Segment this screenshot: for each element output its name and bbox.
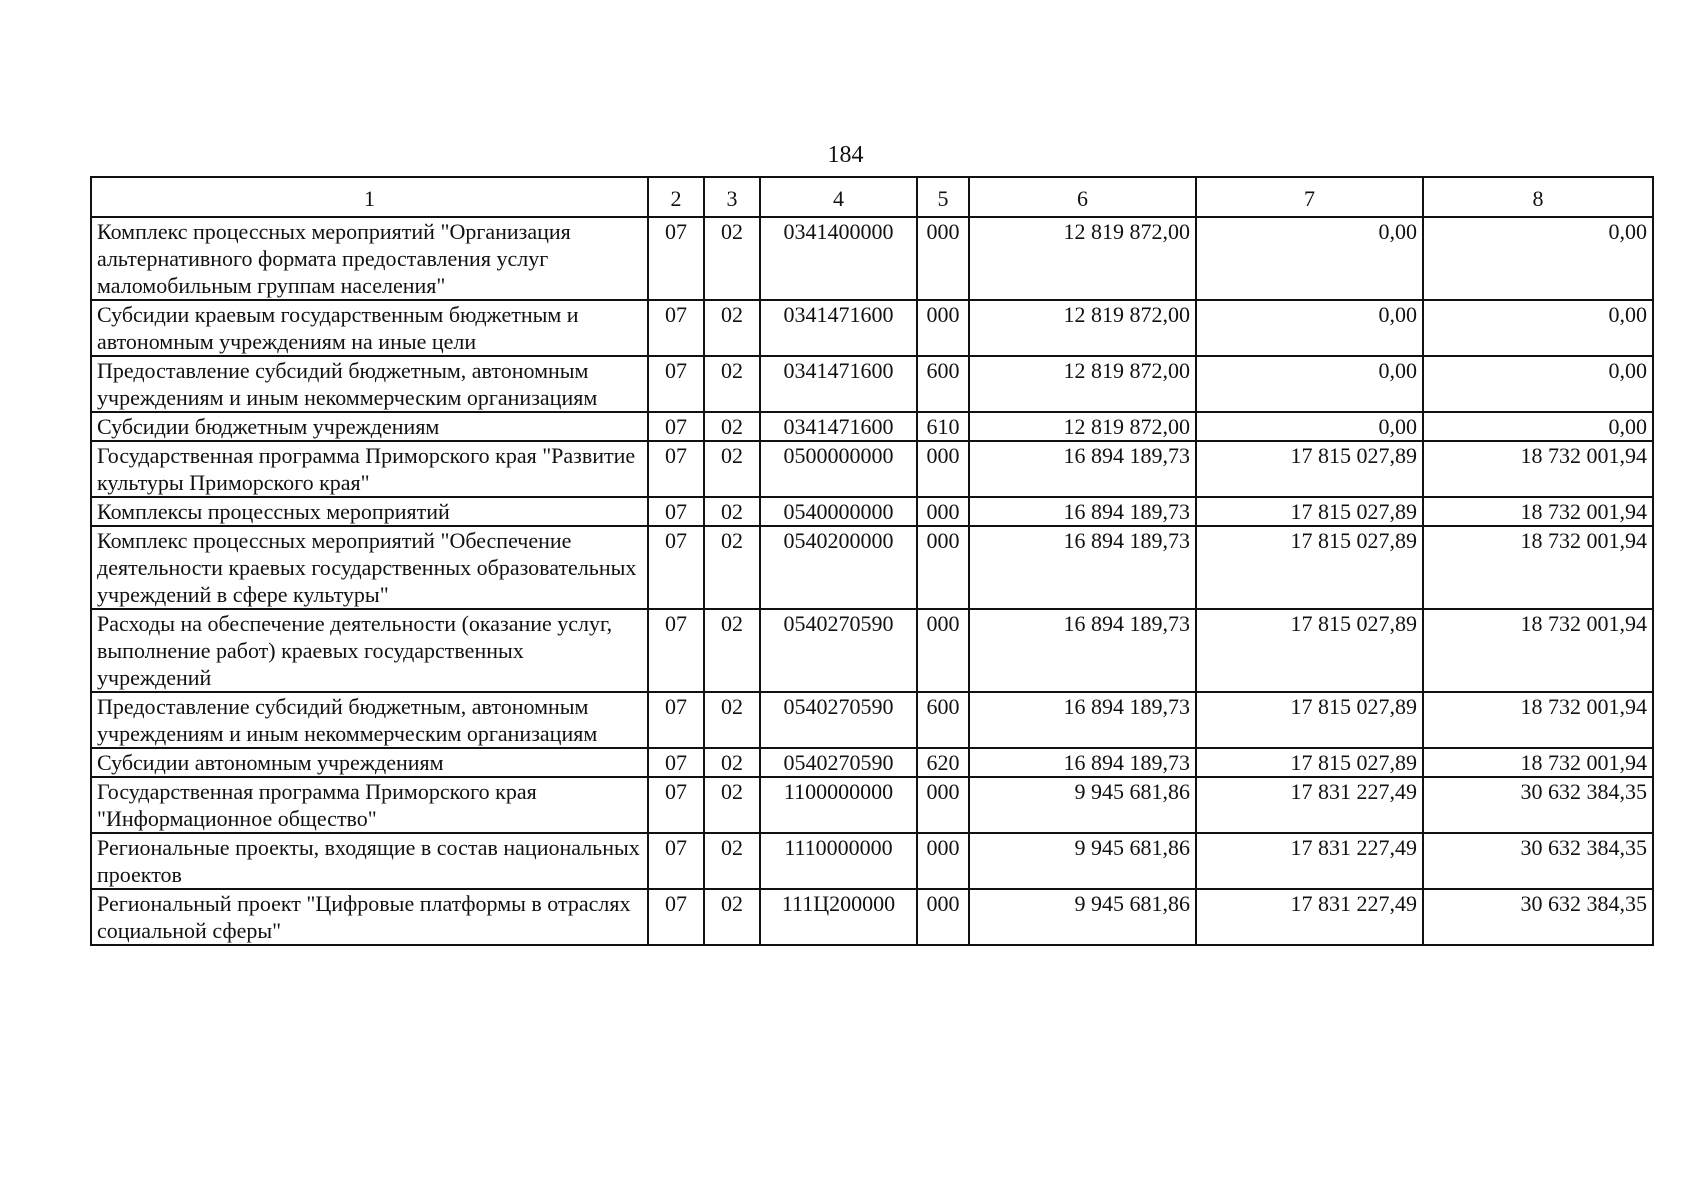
target-article-cell: 1100000000 xyxy=(760,777,917,833)
row-name-cell: Субсидии бюджетным учреждениям xyxy=(91,412,648,441)
header-row xyxy=(91,177,1653,217)
subsection-code-cell: 02 xyxy=(704,441,760,497)
subsection-code-cell: 02 xyxy=(704,356,760,412)
expense-type-cell: 000 xyxy=(917,497,969,526)
table-row xyxy=(91,217,1653,300)
column-header: 2 xyxy=(648,177,704,217)
amount-col8-cell: 30 632 384,35 xyxy=(1423,889,1653,945)
row-name-cell: Расходы на обеспечение деятельности (оказание услуг, выполнение работ) краевых государственных учреждений xyxy=(91,609,648,692)
amount-col6-cell: 12 819 872,00 xyxy=(969,300,1196,356)
target-article-cell: 0341471600 xyxy=(760,356,917,412)
row-name-cell: Комплексы процессных мероприятий xyxy=(91,497,648,526)
target-article-cell: 0540270590 xyxy=(760,692,917,748)
amount-col6-cell: 16 894 189,73 xyxy=(969,441,1196,497)
target-article-cell: 0540000000 xyxy=(760,497,917,526)
table-row xyxy=(91,748,1653,777)
row-name-cell: Региональный проект "Цифровые платформы в отраслях социальной сферы" xyxy=(91,889,648,945)
subsection-code-cell: 02 xyxy=(704,497,760,526)
table-row xyxy=(91,526,1653,609)
target-article-cell: 0341471600 xyxy=(760,412,917,441)
amount-col7-cell: 17 815 027,89 xyxy=(1196,692,1423,748)
section-code-cell: 07 xyxy=(648,777,704,833)
subsection-code-cell: 02 xyxy=(704,889,760,945)
section-code-cell: 07 xyxy=(648,300,704,356)
subsection-code-cell: 02 xyxy=(704,692,760,748)
subsection-code-cell: 02 xyxy=(704,300,760,356)
subsection-code-cell: 02 xyxy=(704,412,760,441)
row-name-cell: Субсидии автономным учреждениям xyxy=(91,748,648,777)
table-row xyxy=(91,441,1653,497)
amount-col8-cell: 30 632 384,35 xyxy=(1423,777,1653,833)
table-row xyxy=(91,497,1653,526)
budget-table xyxy=(90,176,1654,946)
table-header xyxy=(91,177,1653,217)
expense-type-cell: 600 xyxy=(917,692,969,748)
section-code-cell: 07 xyxy=(648,889,704,945)
section-code-cell: 07 xyxy=(648,526,704,609)
amount-col6-cell: 12 819 872,00 xyxy=(969,412,1196,441)
table-row xyxy=(91,889,1653,945)
section-code-cell: 07 xyxy=(648,217,704,300)
amount-col6-cell: 9 945 681,86 xyxy=(969,889,1196,945)
target-article-cell: 0500000000 xyxy=(760,441,917,497)
section-code-cell: 07 xyxy=(648,833,704,889)
amount-col6-cell: 12 819 872,00 xyxy=(969,356,1196,412)
amount-col8-cell: 18 732 001,94 xyxy=(1423,441,1653,497)
amount-col8-cell: 0,00 xyxy=(1423,412,1653,441)
amount-col7-cell: 0,00 xyxy=(1196,300,1423,356)
expense-type-cell: 000 xyxy=(917,526,969,609)
expense-type-cell: 000 xyxy=(917,889,969,945)
column-header: 7 xyxy=(1196,177,1423,217)
amount-col6-cell: 9 945 681,86 xyxy=(969,833,1196,889)
amount-col7-cell: 0,00 xyxy=(1196,356,1423,412)
row-name-cell: Субсидии краевым государственным бюджетным и автономным учреждениям на иные цели xyxy=(91,300,648,356)
row-name-cell: Комплекс процессных мероприятий "Организация альтернативного формата предоставления услуг маломобильным группам населения" xyxy=(91,217,648,300)
amount-col6-cell: 9 945 681,86 xyxy=(969,777,1196,833)
section-code-cell: 07 xyxy=(648,692,704,748)
target-article-cell: 0341471600 xyxy=(760,300,917,356)
row-name-cell: Предоставление субсидий бюджетным, автономным учреждениям и иным некоммерческим организациям xyxy=(91,356,648,412)
table-row xyxy=(91,300,1653,356)
subsection-code-cell: 02 xyxy=(704,526,760,609)
column-header: 5 xyxy=(917,177,969,217)
amount-col7-cell: 17 815 027,89 xyxy=(1196,441,1423,497)
table-row xyxy=(91,777,1653,833)
subsection-code-cell: 02 xyxy=(704,748,760,777)
table-body xyxy=(91,217,1653,945)
expense-type-cell: 000 xyxy=(917,441,969,497)
target-article-cell: 1110000000 xyxy=(760,833,917,889)
amount-col8-cell: 18 732 001,94 xyxy=(1423,497,1653,526)
target-article-cell: 0540270590 xyxy=(760,609,917,692)
table-row xyxy=(91,356,1653,412)
column-header: 6 xyxy=(969,177,1196,217)
subsection-code-cell: 02 xyxy=(704,609,760,692)
expense-type-cell: 000 xyxy=(917,217,969,300)
table-row xyxy=(91,833,1653,889)
amount-col8-cell: 18 732 001,94 xyxy=(1423,609,1653,692)
expense-type-cell: 600 xyxy=(917,356,969,412)
column-header: 8 xyxy=(1423,177,1653,217)
amount-col8-cell: 18 732 001,94 xyxy=(1423,526,1653,609)
section-code-cell: 07 xyxy=(648,412,704,441)
row-name-cell: Комплекс процессных мероприятий "Обеспечение деятельности краевых государственных образовательных учреждений в сфере культуры" xyxy=(91,526,648,609)
amount-col7-cell: 0,00 xyxy=(1196,412,1423,441)
target-article-cell: 0540200000 xyxy=(760,526,917,609)
expense-type-cell: 000 xyxy=(917,833,969,889)
amount-col8-cell: 0,00 xyxy=(1423,356,1653,412)
section-code-cell: 07 xyxy=(648,497,704,526)
amount-col8-cell: 30 632 384,35 xyxy=(1423,833,1653,889)
amount-col8-cell: 0,00 xyxy=(1423,300,1653,356)
row-name-cell: Государственная программа Приморского края "Развитие культуры Приморского края" xyxy=(91,441,648,497)
row-name-cell: Государственная программа Приморского края "Информационное общество" xyxy=(91,777,648,833)
amount-col6-cell: 16 894 189,73 xyxy=(969,692,1196,748)
column-header: 1 xyxy=(91,177,648,217)
subsection-code-cell: 02 xyxy=(704,217,760,300)
amount-col7-cell: 17 831 227,49 xyxy=(1196,833,1423,889)
amount-col7-cell: 17 831 227,49 xyxy=(1196,889,1423,945)
target-article-cell: 0540270590 xyxy=(760,748,917,777)
expense-type-cell: 000 xyxy=(917,777,969,833)
expense-type-cell: 610 xyxy=(917,412,969,441)
amount-col7-cell: 17 831 227,49 xyxy=(1196,777,1423,833)
amount-col6-cell: 16 894 189,73 xyxy=(969,609,1196,692)
expense-type-cell: 000 xyxy=(917,609,969,692)
section-code-cell: 07 xyxy=(648,356,704,412)
row-name-cell: Региональные проекты, входящие в состав национальных проектов xyxy=(91,833,648,889)
amount-col7-cell: 17 815 027,89 xyxy=(1196,609,1423,692)
column-header: 3 xyxy=(704,177,760,217)
page-number: 184 xyxy=(827,142,864,168)
section-code-cell: 07 xyxy=(648,441,704,497)
amount-col7-cell: 17 815 027,89 xyxy=(1196,748,1423,777)
amount-col7-cell: 0,00 xyxy=(1196,217,1423,300)
subsection-code-cell: 02 xyxy=(704,833,760,889)
amount-col6-cell: 16 894 189,73 xyxy=(969,748,1196,777)
amount-col8-cell: 18 732 001,94 xyxy=(1423,692,1653,748)
amount-col6-cell: 16 894 189,73 xyxy=(969,526,1196,609)
table-row xyxy=(91,692,1653,748)
amount-col7-cell: 17 815 027,89 xyxy=(1196,497,1423,526)
column-header: 4 xyxy=(760,177,917,217)
target-article-cell: 0341400000 xyxy=(760,217,917,300)
section-code-cell: 07 xyxy=(648,748,704,777)
expense-type-cell: 000 xyxy=(917,300,969,356)
table-row xyxy=(91,609,1653,692)
amount-col6-cell: 16 894 189,73 xyxy=(969,497,1196,526)
amount-col8-cell: 0,00 xyxy=(1423,217,1653,300)
amount-col6-cell: 12 819 872,00 xyxy=(969,217,1196,300)
expense-type-cell: 620 xyxy=(917,748,969,777)
table-row xyxy=(91,412,1653,441)
amount-col7-cell: 17 815 027,89 xyxy=(1196,526,1423,609)
section-code-cell: 07 xyxy=(648,609,704,692)
target-article-cell: 111Ц200000 xyxy=(760,889,917,945)
amount-col8-cell: 18 732 001,94 xyxy=(1423,748,1653,777)
subsection-code-cell: 02 xyxy=(704,777,760,833)
row-name-cell: Предоставление субсидий бюджетным, автономным учреждениям и иным некоммерческим организациям xyxy=(91,692,648,748)
